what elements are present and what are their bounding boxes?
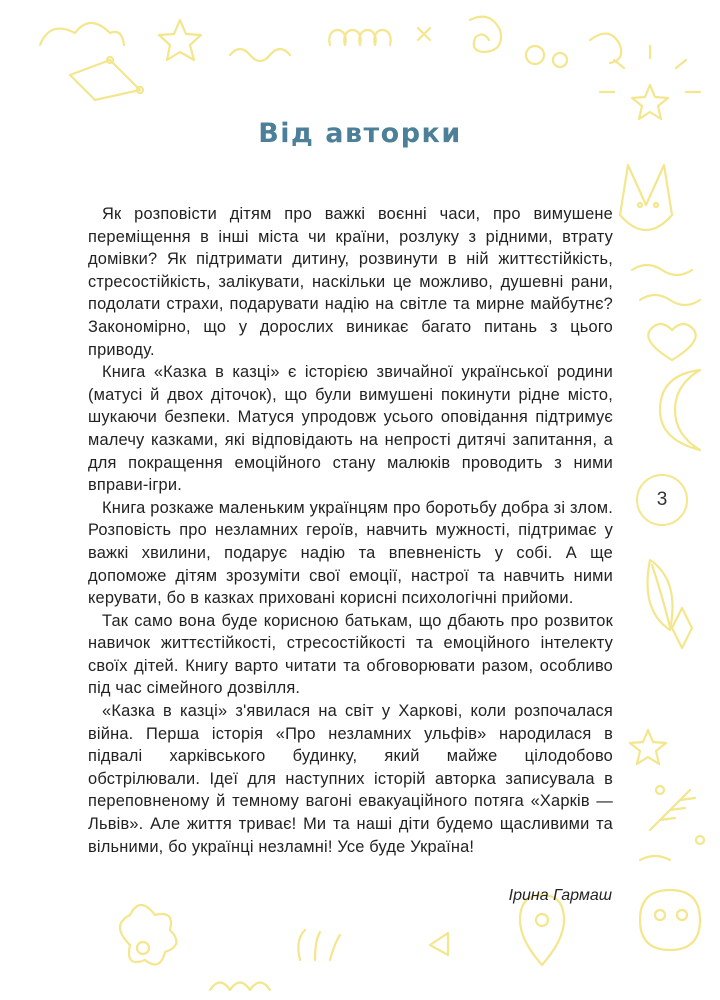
fox-doodle xyxy=(620,165,672,230)
paragraph: Як розповісти дітям про важкі воєнні часи, про вимушене переміщення в інші міста чи країни, розлуку з рідними, втрату домівки? Як підтримати дитину, розвинути в ній життєстійкість, стресостійкість, залікувати, наскільки це можливо, душевні рани, подолати страхи, подарувати надію на світле та мирне майбутнє? Закономірно, що у дорослих виникає багато питань з цього приводу. xyxy=(88,205,613,359)
paragraph: Книга «Казка в казці» є історією звичайної української родини (матусі й двох діточок), що були вимушені покинути рідне місто, шукаючи безпеки. Матуся упродовж усього оповідання підтримує малечу казками, які відповідають на непрості дитячі запитання, а для покращення емоційного стану малюків проводить з ними вправи-ігри. xyxy=(88,363,613,495)
loops-doodle xyxy=(329,30,390,45)
author-signature: Ірина Гармаш xyxy=(508,887,612,904)
cross-doodle xyxy=(418,28,430,40)
constellation-doodle xyxy=(70,60,140,100)
star-icon xyxy=(159,20,201,60)
paragraph: Книга розкаже маленьким українцям про боротьбу добра зі злом. Розповість про незламних героїв, навчить мужності, підтримає у важкі хвилини, подарує надію та впевненість у собі. А ще допоможе дітям зрозуміти свої емоції, настрої та навчить ними керувати, бо в казках приховані корисні психологічні прийоми. xyxy=(88,498,613,608)
paragraph: Так само вона буде корисною батькам, що дбають про розвиток навичок життєстійкості, стресостійкості та емоційного інтелекту своїх дітей. Книгу варто читати та обговорювати разом, особливо під час сімейного дозвілля. xyxy=(88,611,613,698)
loops-doodle xyxy=(210,983,270,991)
cloud-doodle xyxy=(40,23,124,45)
page-number: 3 xyxy=(636,474,688,526)
bud-doodle xyxy=(696,836,704,844)
spiral-doodle xyxy=(590,34,621,63)
branch-doodle xyxy=(650,790,695,830)
triangle-doodle xyxy=(430,933,448,955)
bubble-doodle xyxy=(526,46,544,64)
body-text xyxy=(88,203,613,858)
owl-eye xyxy=(677,910,687,920)
wave-doodle xyxy=(632,265,692,275)
page-title: Від авторки xyxy=(258,118,462,149)
pin-icon xyxy=(520,895,564,965)
flower-icon xyxy=(120,905,176,965)
bubble-doodle xyxy=(553,53,567,67)
fox-eye xyxy=(638,203,642,207)
bud-doodle xyxy=(656,786,664,794)
star-icon xyxy=(630,730,666,764)
moon-icon xyxy=(660,370,700,450)
wave-doodle xyxy=(640,295,700,305)
flower-center xyxy=(137,942,149,954)
heart-icon xyxy=(648,324,695,360)
owl-doodle xyxy=(640,890,700,950)
swirl-doodle xyxy=(470,17,501,52)
sun-icon xyxy=(632,85,668,119)
wave-doodle xyxy=(230,49,290,61)
pin-dot xyxy=(536,914,548,926)
owl-eye xyxy=(655,910,665,920)
diamond-icon xyxy=(672,608,692,648)
leaf-vein xyxy=(652,565,670,627)
fox-eye xyxy=(654,203,658,207)
grass-doodle xyxy=(298,930,340,960)
wave-doodle xyxy=(640,856,670,860)
paragraph: «Казка в казці» з'явилася на світ у Харкові, коли розпочалася війна. Перша історія «Про незламних ульфів» народилася в підвалі харківського будинку, який майже цілодобово обстрілювали. Ідеї для наступних історій авторка записувала в переповненому й темному вагоні евакуаційного потяга «Харків — Львів». Але життя триває! Ми та наші діти будемо щасливими та вільними, бо українці незламні! Усе буде Україна! xyxy=(88,702,613,856)
